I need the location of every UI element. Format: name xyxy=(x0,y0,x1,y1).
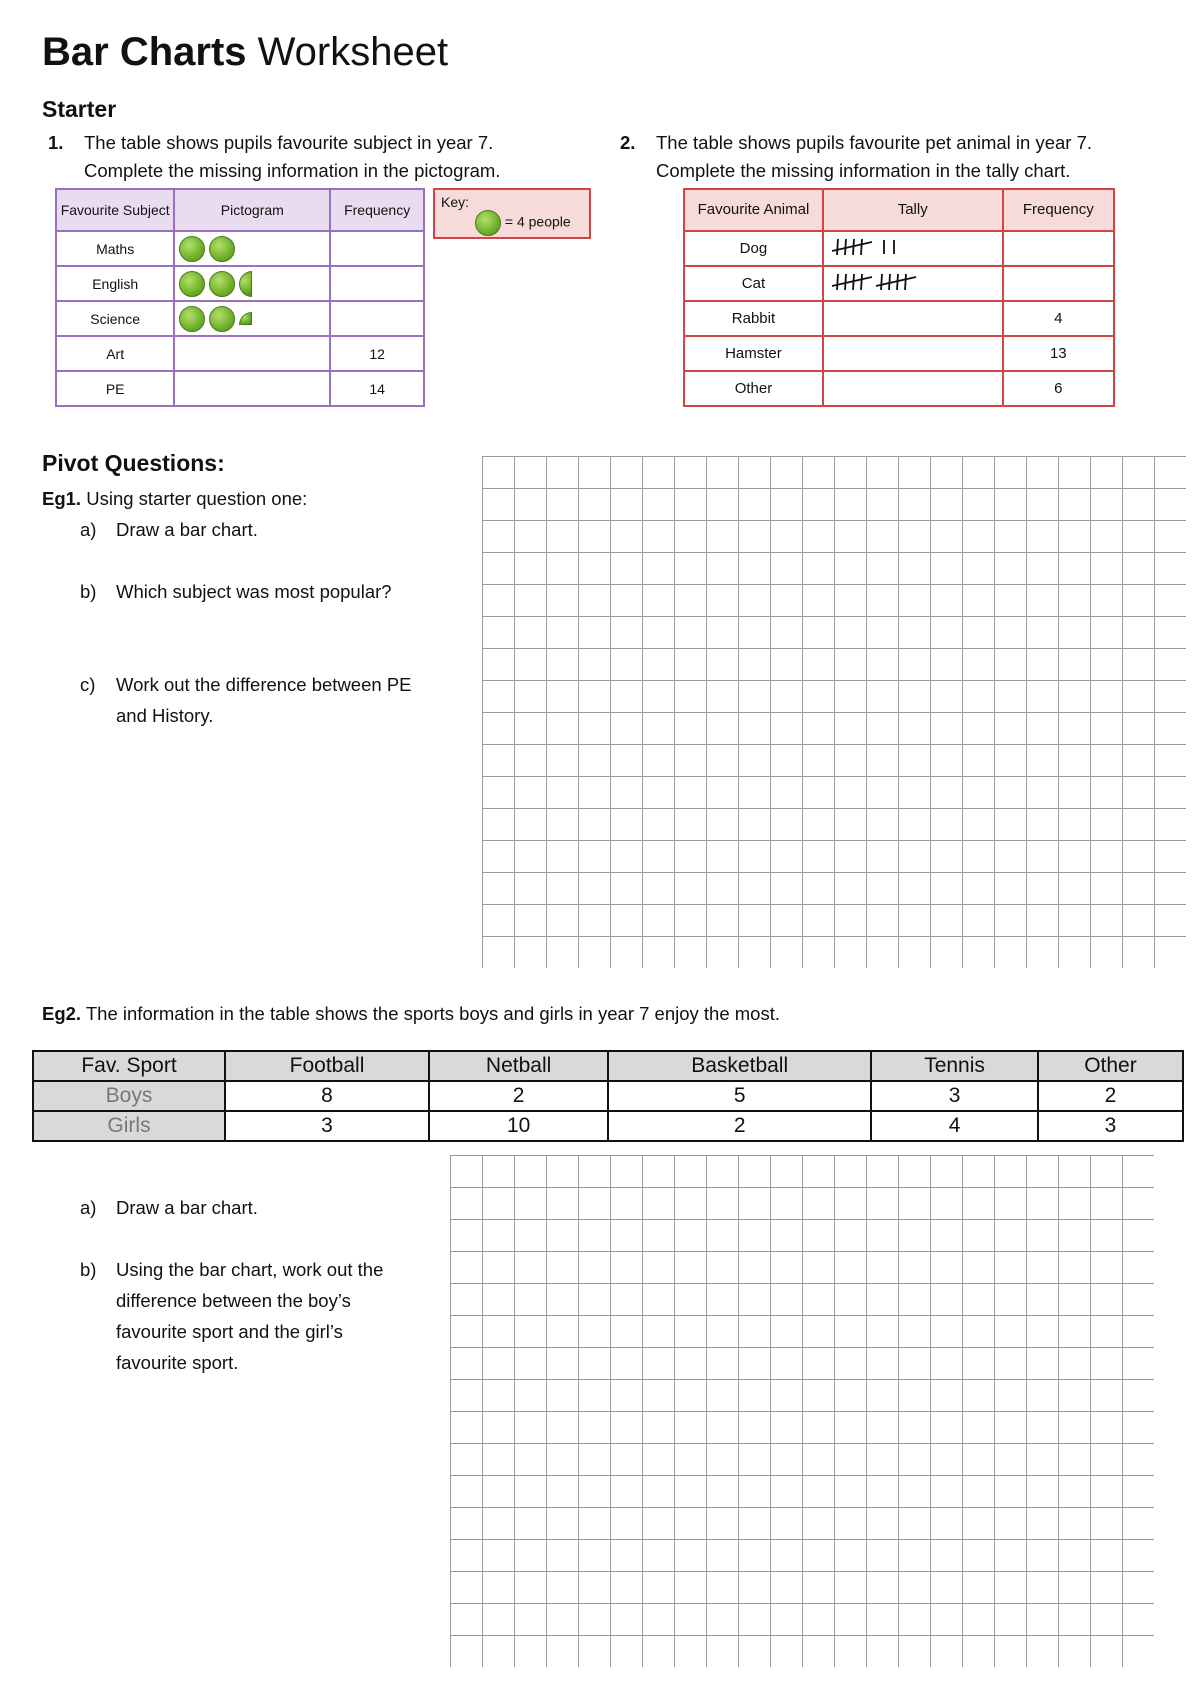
frequency-cell[interactable] xyxy=(1003,266,1114,301)
eg1-text: Eg1. Using starter question one: xyxy=(42,488,308,509)
table-row xyxy=(684,371,1114,406)
table-row xyxy=(56,301,424,336)
header-football: Football xyxy=(225,1051,429,1081)
sports-table xyxy=(32,1050,1184,1142)
subject-cell: English xyxy=(56,266,174,301)
girls-football: 3 xyxy=(225,1111,429,1141)
girls-tennis: 4 xyxy=(871,1111,1038,1141)
pictogram-cell xyxy=(174,301,330,336)
eg1-part-c: c) Work out the difference between PE and History. xyxy=(80,674,412,726)
eg2-part-a: a) Draw a bar chart. xyxy=(80,1197,258,1218)
table-row xyxy=(56,371,424,406)
header-tally: Tally xyxy=(823,189,1003,231)
person-icon xyxy=(209,271,235,297)
tally-stroke xyxy=(861,239,862,255)
table-row xyxy=(684,336,1114,371)
tally-marks xyxy=(830,270,980,294)
pictogram-table xyxy=(55,188,425,407)
header-tennis: Tennis xyxy=(871,1051,1038,1081)
girls-netball: 10 xyxy=(429,1111,608,1141)
pictogram-cell xyxy=(174,336,330,371)
table-row xyxy=(684,266,1114,301)
quarter-person-icon xyxy=(239,312,252,325)
pictogram-cell xyxy=(174,266,330,301)
tally-cell[interactable] xyxy=(823,301,1003,336)
girls-other: 3 xyxy=(1038,1111,1183,1141)
pivot-heading: Pivot Questions: xyxy=(42,450,225,476)
person-icon xyxy=(179,236,205,262)
frequency-cell[interactable] xyxy=(1003,231,1114,266)
subject-cell: PE xyxy=(56,371,174,406)
person-icon xyxy=(209,306,235,332)
subject-cell: Maths xyxy=(56,231,174,266)
frequency-cell[interactable] xyxy=(330,231,424,266)
row-label-girls: Girls xyxy=(33,1111,225,1141)
eg1-part-a: a) Draw a bar chart. xyxy=(80,519,258,540)
girls-basketball: 2 xyxy=(608,1111,871,1141)
frequency-cell[interactable] xyxy=(330,301,424,336)
person-icon xyxy=(179,306,205,332)
table-row xyxy=(684,231,1114,266)
boys-other: 2 xyxy=(1038,1081,1183,1111)
tally-marks xyxy=(830,235,980,259)
header-favourite-animal: Favourite Animal xyxy=(684,189,823,231)
bar-chart-grid-2[interactable] xyxy=(450,1155,1154,1667)
person-icon xyxy=(475,210,501,236)
bar-chart-grid-1[interactable] xyxy=(482,456,1186,968)
tally-cell[interactable] xyxy=(823,266,1003,301)
table-row xyxy=(56,231,424,266)
frequency-cell[interactable]: 12 xyxy=(330,336,424,371)
header-basketball: Basketball xyxy=(608,1051,871,1081)
boys-basketball: 5 xyxy=(608,1081,871,1111)
animal-cell: Cat xyxy=(684,266,823,301)
page-title: Bar Charts Worksheet xyxy=(42,30,449,74)
starter-heading: Starter xyxy=(42,96,117,122)
boys-netball: 2 xyxy=(429,1081,608,1111)
tally-cell[interactable] xyxy=(823,336,1003,371)
tally-cell[interactable] xyxy=(823,231,1003,266)
frequency-cell[interactable]: 6 xyxy=(1003,371,1114,406)
subject-cell: Art xyxy=(56,336,174,371)
animal-cell: Other xyxy=(684,371,823,406)
header-favourite-subject: Favourite Subject xyxy=(56,189,174,231)
eg1-part-b: b) Which subject was most popular? xyxy=(80,581,392,602)
header-pictogram: Pictogram xyxy=(174,189,330,231)
row-label-boys: Boys xyxy=(33,1081,225,1111)
frequency-cell[interactable] xyxy=(330,266,424,301)
header-frequency: Frequency xyxy=(1003,189,1114,231)
animal-cell: Rabbit xyxy=(684,301,823,336)
eg2-text: Eg2. The information in the table shows the sports boys and girls in year 7 enjoy the most. xyxy=(42,1003,780,1024)
pictogram-key xyxy=(433,188,591,239)
person-icon xyxy=(209,236,235,262)
subject-cell: Science xyxy=(56,301,174,336)
key-value: = 4 people xyxy=(504,213,571,230)
boys-tennis: 3 xyxy=(871,1081,1038,1111)
frequency-cell[interactable]: 4 xyxy=(1003,301,1114,336)
key-label: Key: xyxy=(441,194,470,210)
tally-table xyxy=(683,188,1115,407)
header-frequency: Frequency xyxy=(330,189,424,231)
tally-cell[interactable] xyxy=(823,371,1003,406)
tally-stroke xyxy=(861,274,862,290)
frequency-cell[interactable]: 13 xyxy=(1003,336,1114,371)
table-row xyxy=(56,336,424,371)
tally-stroke xyxy=(905,274,906,290)
q1-text: 1. The table shows pupils favourite subject in year 7. Complete the missing information in the pictogram. xyxy=(48,132,501,181)
tally-stroke xyxy=(837,239,838,255)
person-icon xyxy=(179,271,205,297)
tally-stroke xyxy=(881,274,882,290)
tally-stroke xyxy=(837,274,838,290)
eg2-part-b: b) Using the bar chart, work out the difference between the boy’s favourite sport and the girl’s favourite sport. xyxy=(80,1259,384,1373)
pictogram-cell xyxy=(174,231,330,266)
animal-cell: Hamster xyxy=(684,336,823,371)
table-row xyxy=(684,301,1114,336)
animal-cell: Dog xyxy=(684,231,823,266)
header-fav-sport: Fav. Sport xyxy=(33,1051,225,1081)
boys-football: 8 xyxy=(225,1081,429,1111)
q2-text: 2. The table shows pupils favourite pet animal in year 7. Complete the missing information in the tally chart. xyxy=(620,132,1093,181)
header-netball: Netball xyxy=(429,1051,608,1081)
frequency-cell[interactable]: 14 xyxy=(330,371,424,406)
pictogram-cell xyxy=(174,371,330,406)
table-row xyxy=(56,266,424,301)
half-person-icon xyxy=(239,271,252,297)
header-other: Other xyxy=(1038,1051,1183,1081)
